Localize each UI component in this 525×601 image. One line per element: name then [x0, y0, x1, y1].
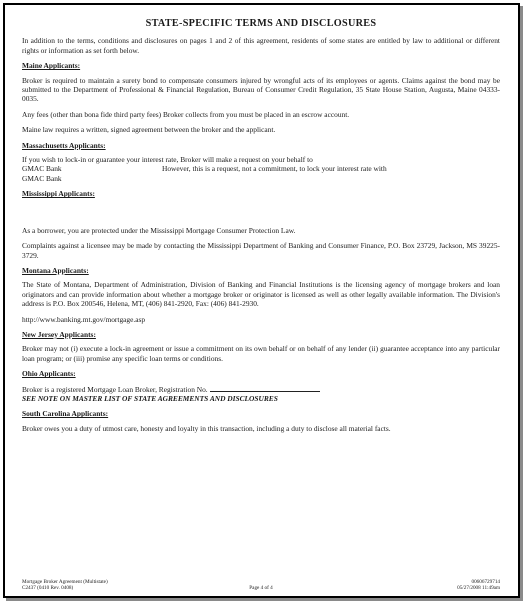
massachusetts-line-1: If you wish to lock-in or guarantee your interest rate, Broker will make a request on your behalf to [22, 155, 313, 165]
document-page [22, 19, 500, 439]
south-carolina-heading: South Carolina Applicants: [22, 409, 109, 419]
ohio-paragraph-1: Broker is a registered Mortgage Loan Broker, Registration No. [22, 384, 208, 394]
new-jersey-paragraph-1: Broker may not (i) execute a lock-in agreement or issue a commitment on its own behalf or on behalf of any lender (ii) guarantee acceptance into any particular loan program; or (iii) promise any specific loan terms or conditions. [22, 344, 500, 363]
ohio-registration-line [22, 384, 500, 394]
document-frame [3, 3, 520, 598]
footer-timestamp: 05/27/2008 11:49am [457, 585, 500, 592]
footer-form-name: Mortgage Broker Agreement (Multistate) [22, 579, 108, 585]
montana-paragraph-1: The State of Montana, Department of Administration, Division of Banking and Financial Institutions is the licensing agency of mortgage brokers and loan originators and can provide information about whether a mortgage broker or originator is licensed as well as other legally available information. The Division's address is P.O. Box 200546, Helena, MT, (406) 841-2920, Fax: (406) 841-2930. [22, 280, 500, 309]
document-footer [22, 579, 500, 592]
massachusetts-bank-2: GMAC Bank [22, 173, 62, 183]
massachusetts-bank-1: GMAC Bank [22, 164, 62, 174]
ohio-registration-blank [210, 384, 320, 392]
document-title: STATE-SPECIFIC TERMS AND DISCLOSURES [145, 18, 377, 29]
ohio-note: SEE NOTE ON MASTER LIST OF STATE AGREEMENTS AND DISCLOSURES [22, 393, 278, 403]
ohio-heading: Ohio Applicants: [22, 369, 76, 379]
footer-loan-number: 00606729714 [471, 579, 500, 585]
maine-paragraph-3: Maine law requires a written, signed agreement between the broker and the applicant. [22, 125, 276, 135]
new-jersey-heading: New Jersey Applicants: [22, 329, 96, 339]
montana-url[interactable]: http://www.banking.mt.gov/mortgage.asp [22, 314, 146, 324]
maine-paragraph-1: Broker is required to maintain a surety bond to compensate consumers injured by wrongful acts of its employees or agents. Claims against the bond may be submitted to the Department of Professional & Financial Regulation, Bureau of Consumer Credit Regulation, 35 State House Station, Augusta, Maine 04333-0035. [22, 75, 500, 104]
footer-row-2 [22, 585, 500, 591]
intro-paragraph: In addition to the terms, conditions and disclosures on pages 1 and 2 of this agreement, residents of some states are entitled by law to additional or different rights or information as set forth below. [22, 36, 500, 55]
south-carolina-paragraph-1: Broker owes you a duty of utmost care, honesty and loyalty in this transaction, including a duty to disclose all material facts. [22, 423, 391, 433]
massachusetts-block [22, 155, 500, 183]
mississippi-spacer [22, 204, 500, 226]
maine-heading: Maine Applicants: [22, 61, 81, 71]
massachusetts-line-2: However, this is a request, not a commitment, to lock your interest rate with [162, 164, 387, 174]
footer-page-number: Page 4 of 4 [249, 585, 273, 592]
massachusetts-heading: Massachusetts Applicants: [22, 140, 106, 150]
footer-form-code: C2437 (0410 Rev. 0408) [22, 585, 74, 592]
mississippi-heading: Mississippi Applicants: [22, 189, 95, 199]
maine-paragraph-2: Any fees (other than bona fide third party fees) Broker collects from you must be placed in an escrow account. [22, 109, 350, 119]
ohio-block [22, 384, 500, 404]
mississippi-paragraph-2: Complaints against a licensee may be made by contacting the Mississippi Department of Banking and Consumer Finance, P.O. Box 23729, Jackson, MS 39225-3729. [22, 241, 500, 260]
massachusetts-row [22, 164, 500, 173]
montana-heading: Montana Applicants: [22, 265, 89, 275]
mississippi-paragraph-1: As a borrower, you are protected under the Mississippi Mortgage Consumer Protection Law. [22, 225, 296, 235]
